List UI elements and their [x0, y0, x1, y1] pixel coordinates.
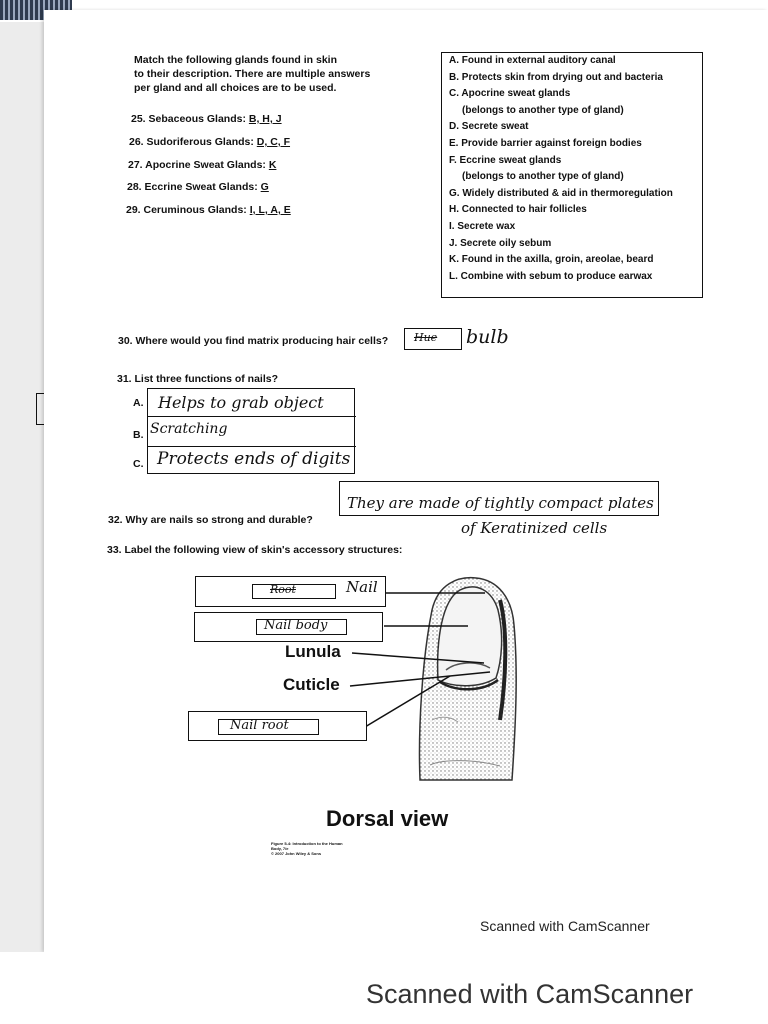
q31-letter-a: A. [133, 397, 144, 409]
q30-crossed-answer: Hue [414, 331, 438, 344]
choice-f: F. Eccrine sweat glands [449, 154, 562, 166]
choice-k: K. Found in the axilla, groin, areolae, beard [449, 254, 654, 266]
label-crossed-root: Root [270, 583, 296, 596]
choice-g: G. Widely distributed & aid in thermoregulation [449, 187, 673, 199]
item-answer: I, L, A, E [249, 204, 291, 216]
choice-l: L. Combine with sebum to produce earwax [449, 270, 653, 282]
q32-answer-line2: of Keratinized cells [461, 519, 608, 537]
item-label: 28. Eccrine Sweat Glands: [127, 181, 258, 193]
scanner-watermark-bottom: Scanned with CamScanner [366, 979, 694, 1009]
q33-text: 33. Label the following view of skin's accessory structures: [107, 544, 403, 556]
item-label: 29. Ceruminous Glands: [126, 204, 247, 216]
item-label: 27. Apocrine Sweat Glands: [128, 159, 266, 171]
item-answer: G [260, 181, 269, 193]
choice-a: A. Found in external auditory canal [449, 55, 616, 66]
label-nail: Nail [346, 578, 378, 596]
label-nail-root: Nail root [230, 718, 289, 733]
instruction-line-2: to their description. There are multiple answers [134, 68, 371, 80]
q31-answer-a: Helps to grab object [158, 393, 324, 412]
choice-d: D. Secrete sweat [449, 121, 529, 133]
figure-title: Dorsal view [326, 806, 449, 831]
item-answer: B, H, J [248, 113, 282, 125]
choice-c: C. Apocrine sweat glands [449, 88, 571, 100]
scanner-watermark-inner: Scanned with CamScanner [480, 918, 650, 934]
instruction-line-3: per gland and all choices are to be used. [134, 82, 337, 94]
label-cuticle: Cuticle [283, 675, 340, 694]
figure-credit-line-1: Figure 5-4: Introduction to the Human Body, 7/e [271, 841, 343, 851]
choice-h: H. Connected to hair follicles [449, 204, 587, 216]
q32-answer-line1: They are made of tightly compact plates [347, 494, 654, 512]
choice-e: E. Provide barrier against foreign bodies [449, 137, 642, 149]
item-label: 25. Sebaceous Glands: [131, 113, 246, 125]
q31-letter-b: B. [133, 429, 144, 441]
choice-i: I. Secrete wax [449, 220, 516, 232]
figure-credit-line-2: © 2007 John Wiley & Sons [271, 851, 322, 856]
choice-f-note: (belongs to another type of gland) [462, 171, 624, 183]
item-answer: K [268, 159, 277, 171]
choice-c-note: (belongs to another type of gland) [462, 104, 624, 116]
q31-letter-c: C. [133, 458, 144, 470]
q32-text: 32. Why are nails so strong and durable? [108, 514, 313, 526]
q31-text: 31. List three functions of nails? [117, 373, 279, 385]
item-label: 26. Sudoriferous Glands: [129, 136, 254, 148]
q30-text: 30. Where would you find matrix producing hair cells? [118, 335, 389, 347]
instruction-line-1: Match the following glands found in skin [134, 54, 337, 66]
q31-answer-c: Protects ends of digits [157, 449, 351, 469]
q31-answer-b: Scratching [150, 421, 228, 437]
label-nail-body: Nail body [264, 618, 328, 633]
q30-answer: bulb [466, 326, 509, 348]
label-lunula: Lunula [285, 642, 341, 661]
item-answer: D, C, F [256, 136, 291, 148]
choice-j: J. Secrete oily sebum [449, 237, 552, 249]
choice-b: B. Protects skin from drying out and bacteria [449, 71, 663, 83]
figure-credit [271, 841, 351, 856]
